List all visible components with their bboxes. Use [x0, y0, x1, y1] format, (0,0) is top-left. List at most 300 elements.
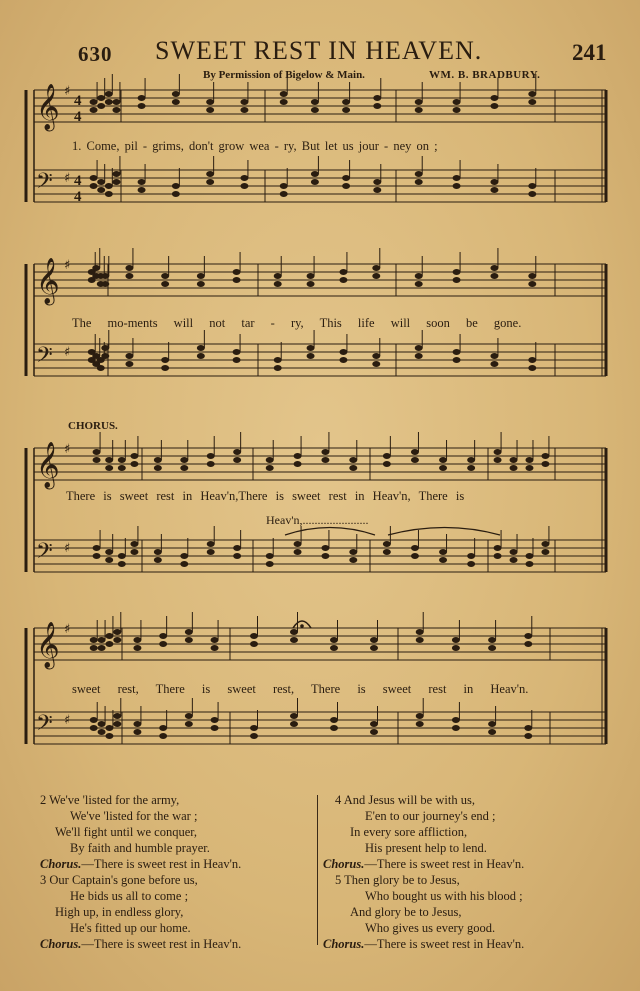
hymn-number: 241 [572, 40, 607, 65]
chorus-text: —There is sweet rest in Heav'n. [81, 937, 242, 951]
notehead-icon [125, 361, 133, 367]
notehead-icon [274, 281, 282, 287]
notehead-icon [266, 561, 274, 567]
notehead-icon [266, 465, 274, 471]
bass-clef-icon: 𝄢 [36, 711, 53, 741]
notehead-icon [211, 637, 219, 643]
notehead-icon [197, 273, 205, 279]
verse-4 [323, 792, 525, 872]
notehead-icon [138, 187, 146, 193]
chorus-label: CHORUS. [68, 420, 118, 432]
notehead-icon [415, 273, 423, 279]
notehead-icon [197, 281, 205, 287]
notehead-icon [372, 265, 380, 271]
notehead-icon [494, 449, 502, 455]
notehead-icon [118, 465, 126, 471]
notehead-icon [113, 721, 121, 727]
sharp-icon: ♯ [64, 622, 71, 637]
notehead-icon [525, 465, 533, 471]
notehead-icon [185, 721, 193, 727]
notehead-icon [294, 461, 302, 467]
notehead-icon [510, 557, 518, 563]
notehead-icon [233, 277, 241, 283]
notehead-icon [90, 725, 98, 731]
notehead-icon [93, 449, 101, 455]
notehead-icon [488, 729, 496, 735]
notehead-icon [98, 645, 106, 651]
notehead-icon [415, 281, 423, 287]
treble-clef-icon: 𝄞 [36, 84, 60, 130]
notehead-icon [339, 357, 347, 363]
notehead-icon [98, 637, 106, 643]
chorus-abbrev: Chorus. [323, 937, 365, 951]
notehead-icon [105, 191, 113, 197]
notehead-icon [97, 103, 105, 109]
notehead-icon [490, 265, 498, 271]
notehead-icon [370, 729, 378, 735]
notehead-icon [453, 99, 461, 105]
verse-line: Our Captain's gone before us, [49, 873, 198, 887]
notehead-icon [411, 449, 419, 455]
column-divider [317, 795, 318, 945]
notehead-icon [185, 637, 193, 643]
notehead-icon [112, 99, 120, 105]
notehead-icon [90, 183, 98, 189]
notehead-icon [541, 541, 549, 547]
verse-line: Who bought us with his blood ; [365, 889, 523, 903]
verse-line: His present help to lend. [365, 841, 487, 855]
sharp-icon: ♯ [64, 258, 71, 273]
notehead-icon [113, 637, 121, 643]
notehead-icon [266, 457, 274, 463]
notehead-icon [250, 641, 258, 647]
notehead-icon [206, 107, 214, 113]
notehead-icon [528, 273, 536, 279]
notehead-icon [294, 549, 302, 555]
notehead-icon [240, 175, 248, 181]
notehead-icon [233, 357, 241, 363]
time-sig-bottom: 4 [74, 189, 82, 205]
notehead-icon [383, 541, 391, 547]
notehead-icon [528, 281, 536, 287]
verse-number: 4 [335, 793, 342, 807]
hymn-title: SWEET REST IN HEAVEN. [155, 36, 483, 65]
notehead-icon [452, 645, 460, 651]
notehead-icon [101, 273, 109, 279]
notehead-icon [159, 733, 167, 739]
notehead-icon [90, 175, 98, 181]
sharp-icon: ♯ [64, 713, 71, 728]
notehead-icon [490, 361, 498, 367]
chorus-abbrev: Chorus. [323, 857, 365, 871]
notehead-icon [311, 107, 319, 113]
notehead-icon [105, 641, 113, 647]
notehead-icon [130, 549, 138, 555]
notehead-icon [266, 553, 274, 559]
notehead-icon [112, 107, 120, 113]
composer-credit: WM. B. BRADBURY. [429, 69, 541, 81]
notehead-icon [92, 265, 100, 271]
notehead-icon [105, 457, 113, 463]
treble-clef-icon: 𝄞 [36, 258, 60, 304]
notehead-icon [416, 629, 424, 635]
notehead-icon [233, 545, 241, 551]
lyrics-line-1: 1. Come, pil - grims, don't grow wea - ry, But let us jour - ney on ; [72, 139, 438, 153]
notehead-icon [321, 545, 329, 551]
notehead-icon [311, 99, 319, 105]
sharp-icon: ♯ [64, 541, 71, 556]
notehead-icon [172, 99, 180, 105]
notehead-icon [488, 645, 496, 651]
notehead-icon [439, 549, 447, 555]
notehead-icon [290, 721, 298, 727]
notehead-icon [453, 357, 461, 363]
notehead-icon [90, 99, 98, 105]
notehead-icon [138, 103, 146, 109]
notehead-icon [373, 103, 381, 109]
bass-clef-icon: 𝄢 [36, 169, 53, 199]
notehead-icon [101, 353, 109, 359]
notehead-icon [211, 725, 219, 731]
notehead-icon [211, 717, 219, 723]
notehead-icon [488, 637, 496, 643]
notehead-icon [159, 633, 167, 639]
notehead-icon [490, 353, 498, 359]
lyrics-line-3-lower: Heav'n,...................... [266, 513, 369, 527]
notehead-icon [370, 721, 378, 727]
notehead-icon [161, 281, 169, 287]
notehead-icon [98, 721, 106, 727]
notehead-icon [161, 357, 169, 363]
notehead-icon [311, 179, 319, 185]
notehead-icon [524, 725, 532, 731]
notehead-icon [185, 629, 193, 635]
verse-line: We've 'listed for the war ; [70, 809, 198, 823]
notehead-icon [383, 461, 391, 467]
notehead-icon [528, 191, 536, 197]
notehead-icon [118, 553, 126, 559]
notehead-icon [133, 637, 141, 643]
notehead-icon [133, 729, 141, 735]
notehead-icon [233, 349, 241, 355]
verse-line: Who gives us every good. [365, 921, 496, 935]
notehead-icon [528, 357, 536, 363]
notehead-icon [524, 733, 532, 739]
notehead-icon [411, 553, 419, 559]
notehead-icon [510, 465, 518, 471]
notehead-icon [233, 457, 241, 463]
verse-2 [40, 792, 241, 872]
notehead-icon [180, 457, 188, 463]
notehead-icon [118, 561, 126, 567]
notehead-icon [93, 457, 101, 463]
notehead-icon [452, 637, 460, 643]
notehead-icon [93, 553, 101, 559]
notehead-icon [172, 183, 180, 189]
notehead-icon [105, 633, 113, 639]
notehead-icon [494, 457, 502, 463]
notehead-icon [321, 457, 329, 463]
notehead-icon [415, 171, 423, 177]
notehead-icon [415, 353, 423, 359]
chorus-text: —There is sweet rest in Heav'n. [364, 857, 525, 871]
notehead-icon [372, 361, 380, 367]
notehead-icon [207, 541, 215, 547]
notehead-icon [330, 717, 338, 723]
notehead-icon [105, 549, 113, 555]
notehead-icon [280, 183, 288, 189]
notehead-icon [467, 465, 475, 471]
notehead-icon [105, 183, 113, 189]
verse-line: We've 'listed for the army, [49, 793, 180, 807]
notehead-icon [180, 561, 188, 567]
notehead-icon [349, 465, 357, 471]
tie-curve [285, 528, 375, 536]
notehead-icon [416, 637, 424, 643]
notehead-icon [90, 645, 98, 651]
notehead-icon [211, 645, 219, 651]
notehead-icon [118, 457, 126, 463]
notehead-icon [97, 179, 105, 185]
notehead-icon [528, 99, 536, 105]
notehead-icon [97, 95, 105, 101]
notehead-icon [524, 633, 532, 639]
notehead-icon [185, 713, 193, 719]
time-sig-bottom: 4 [74, 109, 82, 125]
notehead-icon [280, 91, 288, 97]
notehead-icon [240, 99, 248, 105]
notehead-icon [233, 269, 241, 275]
verse-3 [40, 872, 241, 952]
notehead-icon [93, 545, 101, 551]
notehead-icon [154, 465, 162, 471]
notehead-icon [207, 461, 215, 467]
notehead-icon [97, 187, 105, 193]
notehead-icon [453, 277, 461, 283]
verse-line: And glory be to Jesus, [350, 905, 462, 919]
notehead-icon [372, 353, 380, 359]
notehead-icon [206, 99, 214, 105]
notehead-icon [250, 633, 258, 639]
notehead-icon [90, 107, 98, 113]
notehead-icon [488, 721, 496, 727]
notehead-icon [280, 99, 288, 105]
notehead-icon [453, 269, 461, 275]
notehead-icon [330, 725, 338, 731]
notehead-icon [130, 461, 138, 467]
notehead-icon [452, 717, 460, 723]
verse-5 [323, 872, 525, 952]
notehead-icon [383, 453, 391, 459]
notehead-icon [125, 353, 133, 359]
notehead-icon [453, 183, 461, 189]
notehead-icon [307, 345, 315, 351]
notehead-icon [439, 465, 447, 471]
notehead-icon [339, 277, 347, 283]
notehead-icon [101, 281, 109, 287]
notehead-icon [113, 629, 121, 635]
notehead-icon [307, 281, 315, 287]
notehead-icon [159, 725, 167, 731]
notehead-icon [172, 91, 180, 97]
notehead-icon [180, 553, 188, 559]
notehead-icon [90, 637, 98, 643]
notehead-icon [98, 729, 106, 735]
notehead-icon [467, 561, 475, 567]
notehead-icon [373, 179, 381, 185]
verse-number: 2 [40, 793, 47, 807]
left-page-number: 630 [78, 42, 113, 66]
fermata-dot [300, 624, 304, 628]
notehead-icon [206, 179, 214, 185]
notehead-icon [525, 553, 533, 559]
notehead-icon [105, 91, 113, 97]
notehead-icon [138, 179, 146, 185]
notehead-icon [105, 465, 113, 471]
notehead-icon [342, 107, 350, 113]
notehead-icon [130, 453, 138, 459]
notehead-icon [105, 725, 113, 731]
verse-line: And Jesus will be with us, [343, 793, 475, 807]
verse-number: 3 [40, 873, 47, 887]
verse-line: Then glory be to Jesus, [344, 873, 460, 887]
notehead-icon [161, 273, 169, 279]
notehead-icon [415, 107, 423, 113]
bass-clef-icon: 𝄢 [36, 343, 53, 373]
lyrics-line-2: The mo-ments will not tar - ry, This life will soon be gone. [72, 316, 522, 330]
notehead-icon [159, 641, 167, 647]
notehead-icon [154, 457, 162, 463]
notehead-icon [524, 641, 532, 647]
notehead-icon [105, 99, 113, 105]
notehead-icon [372, 273, 380, 279]
verse-line: In every sore affliction, [350, 825, 468, 839]
notehead-icon [113, 713, 121, 719]
notehead-icon [233, 449, 241, 455]
notehead-icon [130, 541, 138, 547]
chorus-abbrev: Chorus. [40, 937, 82, 951]
notehead-icon [233, 553, 241, 559]
notehead-icon [342, 99, 350, 105]
verse-number: 5 [335, 873, 342, 887]
notehead-icon [294, 453, 302, 459]
notehead-icon [125, 265, 133, 271]
notehead-icon [525, 457, 533, 463]
notehead-icon [321, 449, 329, 455]
notehead-icon [528, 365, 536, 371]
bass-clef-icon: 𝄢 [36, 539, 53, 569]
lyrics-line-3: There is sweet rest in Heav'n,There is sweet rest in Heav'n, There is [66, 489, 465, 503]
verse-line: He bids us all to come ; [70, 889, 189, 903]
notehead-icon [112, 171, 120, 177]
notehead-icon [373, 187, 381, 193]
treble-clef-icon: 𝄞 [36, 442, 60, 488]
notehead-icon [311, 171, 319, 177]
notehead-icon [206, 171, 214, 177]
notehead-icon [250, 725, 258, 731]
notehead-icon [207, 549, 215, 555]
notehead-icon [453, 107, 461, 113]
chorus-text: —There is sweet rest in Heav'n. [364, 937, 525, 951]
notehead-icon [133, 645, 141, 651]
notehead-icon [510, 457, 518, 463]
notehead-icon [490, 179, 498, 185]
notehead-icon [416, 721, 424, 727]
notehead-icon [349, 457, 357, 463]
notehead-icon [250, 733, 258, 739]
notehead-icon [452, 725, 460, 731]
sharp-icon: ♯ [64, 84, 71, 99]
notehead-icon [240, 183, 248, 189]
notehead-icon [342, 183, 350, 189]
notehead-icon [294, 541, 302, 547]
notehead-icon [411, 457, 419, 463]
notehead-icon [373, 95, 381, 101]
notehead-icon [415, 345, 423, 351]
notehead-icon [321, 553, 329, 559]
notehead-icon [97, 365, 105, 371]
notehead-icon [416, 713, 424, 719]
notehead-icon [342, 175, 350, 181]
notehead-icon [490, 103, 498, 109]
verse-line: He's fitted up our home. [70, 921, 191, 935]
notehead-icon [339, 349, 347, 355]
verse-line: E'en to our journey's end ; [365, 809, 496, 823]
notehead-icon [280, 191, 288, 197]
notehead-icon [133, 721, 141, 727]
chorus-text: —There is sweet rest in Heav'n. [81, 857, 242, 871]
verse-line: We'll fight until we conquer, [55, 825, 198, 839]
notehead-icon [415, 179, 423, 185]
notehead-icon [490, 273, 498, 279]
sharp-icon: ♯ [64, 171, 71, 186]
chorus-abbrev: Chorus. [40, 857, 82, 871]
notehead-icon [154, 557, 162, 563]
sharp-icon: ♯ [64, 345, 71, 360]
notehead-icon [490, 95, 498, 101]
notehead-icon [125, 273, 133, 279]
notehead-icon [274, 357, 282, 363]
notehead-icon [528, 91, 536, 97]
verse-line: High up, in endless glory, [55, 905, 184, 919]
notehead-icon [161, 365, 169, 371]
tie-curve [388, 528, 500, 536]
notehead-icon [525, 561, 533, 567]
notehead-icon [274, 365, 282, 371]
notehead-icon [307, 353, 315, 359]
notehead-icon [494, 553, 502, 559]
notehead-icon [274, 273, 282, 279]
notehead-icon [197, 345, 205, 351]
notehead-icon [105, 733, 113, 739]
notehead-icon [411, 545, 419, 551]
notehead-icon [101, 345, 109, 351]
notehead-icon [439, 557, 447, 563]
notehead-icon [528, 183, 536, 189]
notehead-icon [439, 457, 447, 463]
notehead-icon [138, 95, 146, 101]
notehead-icon [541, 549, 549, 555]
notehead-icon [370, 637, 378, 643]
notehead-icon [467, 553, 475, 559]
notehead-icon [290, 713, 298, 719]
notehead-icon [330, 637, 338, 643]
verse-line: By faith and humble prayer. [70, 841, 210, 855]
notehead-icon [197, 353, 205, 359]
notehead-icon [339, 269, 347, 275]
notehead-icon [453, 349, 461, 355]
notehead-icon [453, 175, 461, 181]
